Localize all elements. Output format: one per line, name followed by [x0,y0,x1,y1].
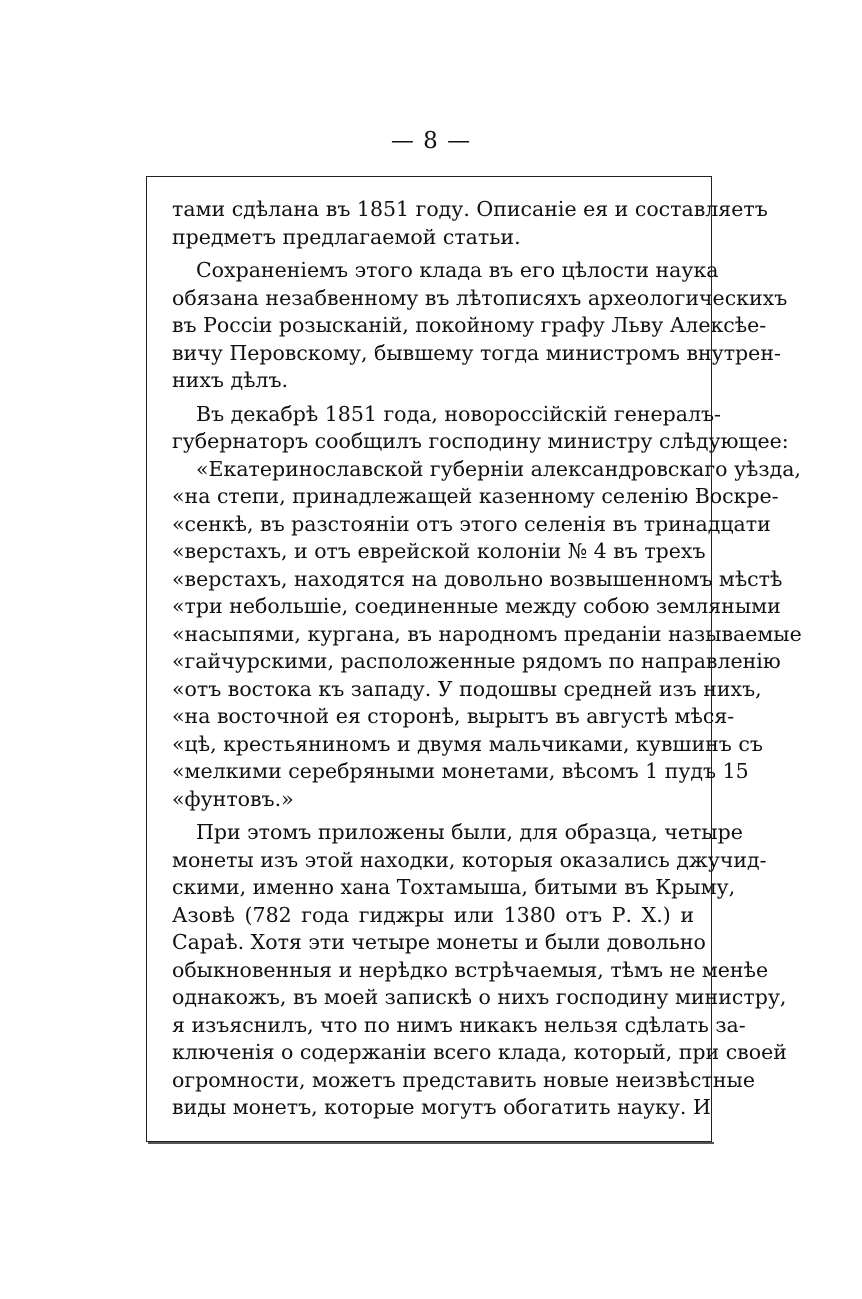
text-line: «гайчурскими, расположенные рядомъ по направленію [172,649,781,673]
text-line: «насыпями, кургана, въ народномъ преданіи называемые [172,621,802,646]
text-line: тами сдѣлана въ 1851 году. Описаніе ея и составляетъ [172,197,768,221]
text-line: «верстахъ, находятся на довольно возвышенномъ мѣстѣ [172,566,783,591]
text-line: «Екатеринославской губерніи александровскаго уѣзда, [196,456,801,481]
text-line: Азовѣ (782 года гиджры или 1380 отъ Р. Х.) и [172,902,694,927]
text-line: «верстахъ, и отъ еврейской колоніи № 4 въ трехъ [172,539,706,563]
text-line: вичу Перовскому, бывшему тогда министромъ внутрен- [172,340,781,365]
text-line: однакожъ, въ моей запискѣ о нихъ господину министру, [172,985,787,1009]
text-line: ключенія о содержаніи всего клада, который, при своей [172,1040,787,1064]
text-line: При этомъ приложены были, для образца, четыре [196,820,743,844]
text-line: Въ декабрѣ 1851 года, новороссійскій генералъ- [196,401,721,426]
frame-shadow [148,1142,714,1144]
page-number: — 8 — [390,128,472,154]
text-line: обязана незабвенному въ лѣтописяхъ археологическихъ [172,285,788,310]
text-line: «мелкими серебряными монетами, вѣсомъ 1 пудъ 15 [172,759,749,783]
text-line: «сенкѣ, въ разстояніи отъ этого селенія въ тринадцати [172,511,771,536]
text-line: я изъяснилъ, что по нимъ никакъ нельзя сдѣлать за- [172,1012,746,1037]
text-line: «фунтовъ.» [172,786,294,811]
text-line: скими, именно хана Тохтамыша, битыми въ Крыму, [172,875,736,899]
text-line: «цѣ, крестьяниномъ и двумя мальчиками, кувшинъ съ [172,731,763,756]
text-line: огромности, можетъ представить новые неизвѣстные [172,1067,755,1092]
text-line: въ Россіи розысканій, покойному графу Льву Алексѣе- [172,313,767,337]
text-line: «отъ востока къ западу. У подошвы средней изъ нихъ, [172,676,762,701]
text-line: Сохраненіемъ этого клада въ его цѣлости наука [196,258,719,282]
text-line: «на восточной ея сторонѣ, вырытъ въ августѣ мѣся- [172,704,735,728]
text-line: монеты изъ этой находки, которыя оказались джучид- [172,847,767,872]
text-line: «три небольшіе, соединенные между собою земляными [172,594,781,618]
text-line: «на степи, принадлежащей казенному селенію Воскре- [172,484,779,508]
text-line: нихъ дѣлъ. [172,368,289,392]
text-line: губернаторъ сообщилъ господину министру слѣдующее: [172,429,789,453]
text-line: предметъ предлагаемой статьи. [172,224,521,249]
text-line: виды монетъ, которые могутъ обогатить науку. И [172,1095,711,1119]
body-text [172,196,802,1122]
text-line: Сараѣ. Хотя эти четыре монеты и были довольно [172,930,706,954]
text-line: обыкновенныя и нерѣдко встрѣчаемыя, тѣмъ не менѣе [172,957,769,982]
